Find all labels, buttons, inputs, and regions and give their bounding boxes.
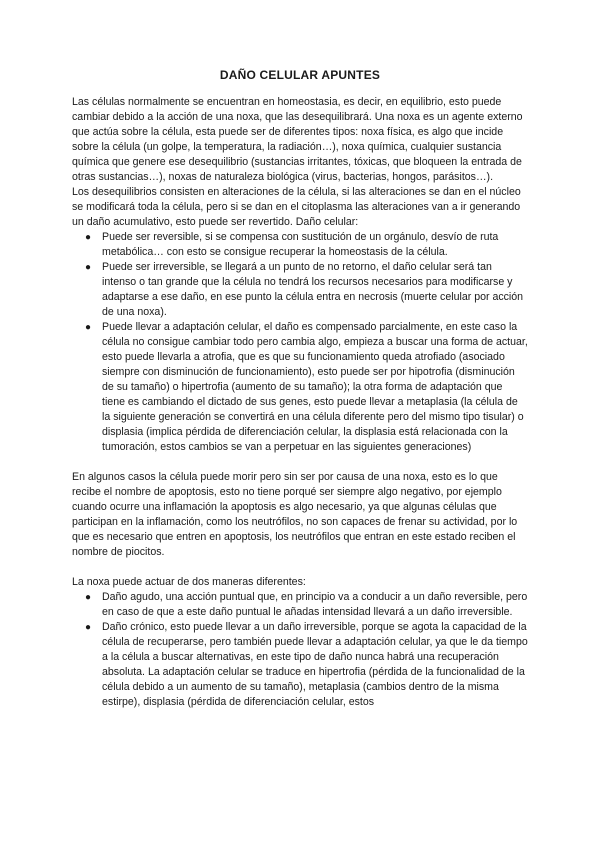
bullet-icon: ● xyxy=(85,592,92,603)
spacer xyxy=(72,560,528,575)
noxa-list xyxy=(72,590,528,710)
noxa-maneras-paragraph: La noxa puede actuar de dos maneras diferentes: xyxy=(72,576,306,588)
bullet-icon: ● xyxy=(85,622,92,633)
spacer xyxy=(72,455,528,470)
list-item-text: Daño agudo, una acción puntual que, en principio va a conducir a un daño reversible, pero en caso de que a este daño puntual le añadas intensidad llevará a un daño irreversible. xyxy=(102,591,528,618)
desequilibrios-paragraph: Los desequilibrios consisten en alteraciones de la célula, si las alteraciones se dan en el núcleo se modificará toda la célula, pero si se dan en el citoplasma las alteraciones van a ir generando un daño acumulativo, esto puede ser revertido. Daño celular: xyxy=(72,186,521,228)
list-item-text: Daño crónico, esto puede llevar a un daño irreversible, porque se agota la capacidad de la célula de recuperarse, pero también puede llevar a adaptación celular, ya que le da tiempo a la célula a buscar alternativas, en este tipo de daño nunca habrá una recuperación absoluta. La adaptación celular se traduce en hipertrofia (pérdida de la funcionalidad de la célula debido a un aumento de su tamaño), metaplasia (cambios dentro de la misma estirpe), displasia (pérdida de diferenciación celular, estos xyxy=(102,621,528,708)
list-item xyxy=(85,620,528,710)
bullet-icon: ● xyxy=(85,322,92,333)
list-item-text: Puede llevar a adaptación celular, el daño es compensado parcialmente, en este caso la célula no consigue cambiar todo pero cambia algo, empieza a buscar una forma de actuar, esto puede llevarla a atrofia, que es que su funcionamiento queda atrofiado (asociado siempre con disminución de funcionamiento), esto puede ser por hipotrofia (disminución de su tamaño) o hipertrofia (aumento de su tamaño); la otra forma de adaptación que tiene es cambiando el dictado de sus genes, esto puede llevar a metaplasia (la célula de la siguiente generación se convertirá en una célula diferente pero del mismo tipo tisular) o displasia (implica pérdida de diferenciación celular, la displasia está relacionada con la tumoración, estos cambios se van a perpetuar en las siguientes generaciones) xyxy=(102,321,528,453)
bullet-icon: ● xyxy=(85,262,92,273)
list-item xyxy=(85,260,528,320)
dano-celular-list xyxy=(72,230,528,455)
intro-paragraph: Las células normalmente se encuentran en homeostasia, es decir, en equilibrio, esto puede cambiar debido a la acción de una noxa, que las desequilibrará. Una noxa es un agente externo que actúa sobre la célula, esta puede ser de diferentes tipos: noxa física, es algo que incide sobre la célula (un golpe, la temperatura, la radiación…), noxa química, cualquier sustancia química que genere ese desequilibrio (sustancias irritantes, tóxicas, que bloqueen la entrada de otras sustancias…), noxas de naturaleza biológica (virus, bacterias, hongos, parásitos…). xyxy=(72,96,523,183)
list-item xyxy=(85,230,528,260)
page-title: DAÑO CELULAR APUNTES xyxy=(219,68,381,82)
list-item-text: Puede ser irreversible, se llegará a un punto de no retorno, el daño celular será tan intenso o tan grande que la célula no tendrá los recursos necesarios para modificarse y adaptarse a ese daño, en ese punto la célula entra en necrosis (muerte celular por acción de una noxa). xyxy=(102,261,524,318)
apoptosis-paragraph: En algunos casos la célula puede morir pero sin ser por causa de una noxa, esto es lo que recibe el nombre de apoptosis, esto no tiene porqué ser siempre algo negativo, por ejemplo cuando ocurre una inflamación la apoptosis es algo necesario, ya que algunas células que participan en la inflamación, como los neutrófilos, no son capaces de frenar su actividad, por lo que es necesario que entren en apoptosis, los neutrófilos que entran en este estado reciben el nombre de piocitos. xyxy=(72,471,518,558)
list-item-text: Puede ser reversible, si se compensa con sustitución de un orgánulo, desvío de ruta metabólica… con esto se consigue recuperar la homeostasis de la célula. xyxy=(102,231,499,258)
bullet-icon: ● xyxy=(85,232,92,243)
list-item xyxy=(85,320,528,455)
list-item xyxy=(85,590,528,620)
